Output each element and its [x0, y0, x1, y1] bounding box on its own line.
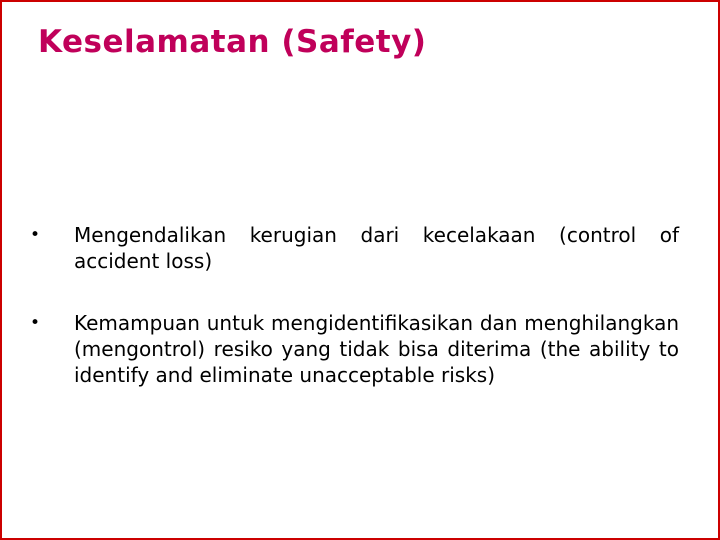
bullet-list [28, 222, 679, 424]
bullet-marker: • [29, 313, 41, 333]
slide-title: Keselamatan (Safety) [38, 24, 427, 60]
bullet-item [28, 310, 679, 388]
bullet-marker: • [29, 225, 41, 245]
bullet-text: Kemampuan untuk mengidentifikasikan dan menghilangkan (mengontrol) resiko yang tidak bisa diterima (the ability to identify and eliminate unacceptable risks) [74, 311, 679, 387]
bullet-text: Mengendalikan kerugian dari kecelakaan (control of accident loss) [74, 223, 679, 273]
bullet-item [28, 222, 679, 274]
